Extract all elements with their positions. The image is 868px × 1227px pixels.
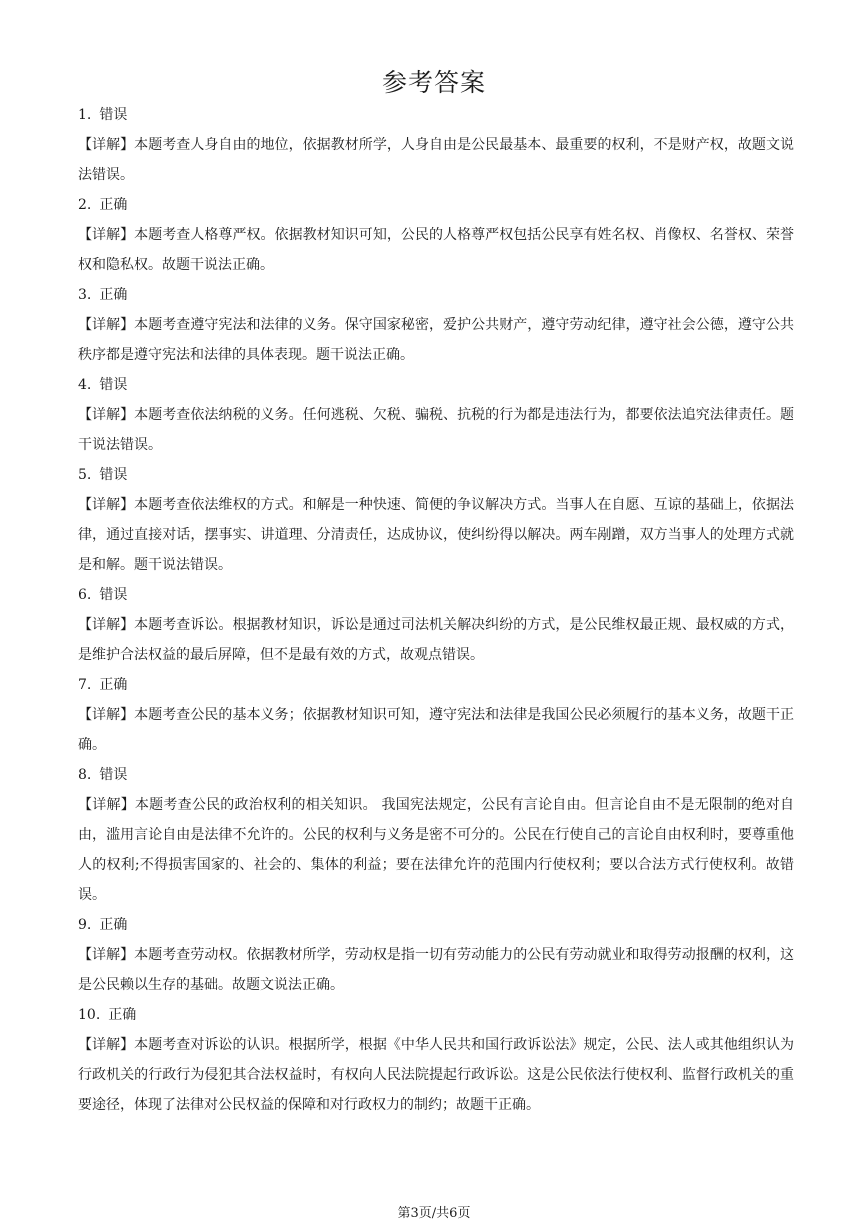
answer-number: 5.: [78, 467, 92, 483]
page-title: 参考答案: [381, 68, 486, 97]
answer-result: 错误: [99, 767, 128, 783]
answer-number: 10.: [78, 1007, 101, 1023]
answer-item: [78, 280, 794, 370]
answer-heading: [78, 370, 794, 400]
answer-number: 4.: [78, 377, 92, 393]
answer-result: 正确: [99, 197, 128, 213]
answer-heading: [78, 190, 794, 220]
answer-list: [78, 100, 794, 1120]
answer-explanation: 【详解】本题考查公民的政治权利的相关知识。 我国宪法规定，公民有言论自由。但言论自由不是无限制的绝对自由，滥用言论自由是法律不允许的。公民的权利与义务是密不可分的。公民在行使自己的言论自由权利时，要尊重他人的权利;不得损害国家的、社会的、集体的利益；要在法律允许的范围内行使权利；要以合法方式行使权利。故错误。: [78, 797, 794, 903]
answer-result: 错误: [99, 377, 128, 393]
answer-explanation: 【详解】本题考查公民的基本义务；依据教材知识可知，遵守宪法和法律是我国公民必须履行的基本义务，故题干正确。: [78, 707, 794, 753]
answer-item: [78, 100, 794, 190]
answer-explanation: 【详解】本题考查劳动权。依据教材所学，劳动权是指一切有劳动能力的公民有劳动就业和取得劳动报酬的权利，这是公民赖以生存的基础。故题文说法正确。: [78, 947, 794, 993]
answer-item: [78, 190, 794, 280]
answer-item: [78, 910, 794, 1000]
answer-heading: [78, 1000, 794, 1030]
answer-heading: [78, 100, 794, 130]
answer-heading: [78, 760, 794, 790]
answer-result: 正确: [99, 287, 128, 303]
answer-heading: [78, 910, 794, 940]
answer-explanation: 【详解】本题考查依法纳税的义务。任何逃税、欠税、骗税、抗税的行为都是违法行为，都要依法追究法律责任。题干说法错误。: [78, 407, 794, 453]
answer-item: [78, 460, 794, 580]
answer-result: 错误: [99, 467, 128, 483]
answer-result: 正确: [108, 1007, 137, 1023]
answer-explanation: 【详解】本题考查人格尊严权。依据教材知识可知，公民的人格尊严权包括公民享有姓名权、肖像权、名誉权、荣誉权和隐私权。故题干说法正确。: [78, 227, 794, 273]
answer-item: [78, 580, 794, 670]
answer-result: 正确: [99, 677, 128, 693]
answer-heading: [78, 460, 794, 490]
answer-item: [78, 1000, 794, 1120]
answer-number: 9.: [78, 917, 92, 933]
answer-item: [78, 670, 794, 760]
answer-heading: [78, 580, 794, 610]
answer-number: 1.: [78, 107, 92, 123]
answer-result: 错误: [99, 107, 128, 123]
answer-number: 8.: [78, 767, 92, 783]
answer-result: 正确: [99, 917, 128, 933]
answer-explanation: 【详解】本题考查遵守宪法和法律的义务。保守国家秘密，爱护公共财产，遵守劳动纪律，遵守社会公德，遵守公共秩序都是遵守宪法和法律的具体表现。题干说法正确。: [78, 317, 794, 363]
answer-explanation: 【详解】本题考查人身自由的地位，依据教材所学，人身自由是公民最基本、最重要的权利，不是财产权，故题文说法错误。: [78, 137, 794, 183]
answer-number: 6.: [78, 587, 92, 603]
page-number-footer: 第3页/共6页: [397, 1206, 471, 1221]
answer-item: [78, 760, 794, 910]
answer-result: 错误: [99, 587, 128, 603]
answer-number: 2.: [78, 197, 92, 213]
answer-heading: [78, 670, 794, 700]
answer-explanation: 【详解】本题考查诉讼。根据教材知识，诉讼是通过司法机关解决纠纷的方式，是公民维权最正规、最权威的方式，是维护合法权益的最后屏障，但不是最有效的方式，故观点错误。: [78, 617, 794, 663]
answer-item: [78, 370, 794, 460]
answer-number: 3.: [78, 287, 92, 303]
answer-explanation: 【详解】本题考查对诉讼的认识。根据所学，根据《中华人民共和国行政诉讼法》规定，公民、法人或其他组织认为行政机关的行政行为侵犯其合法权益时，有权向人民法院提起行政诉讼。这是公民依法行使权利、监督行政机关的重要途径，体现了法律对公民权益的保障和对行政权力的制约；故题干正确。: [78, 1037, 794, 1113]
answer-heading: [78, 280, 794, 310]
answer-number: 7.: [78, 677, 92, 693]
answer-explanation: 【详解】本题考查依法维权的方式。和解是一种快速、简便的争议解决方式。当事人在自愿、互谅的基础上，依据法律，通过直接对话，摆事实、讲道理、分清责任，达成协议，使纠纷得以解决。两车剐蹭，双方当事人的处理方式就是和解。题干说法错误。: [78, 497, 794, 573]
